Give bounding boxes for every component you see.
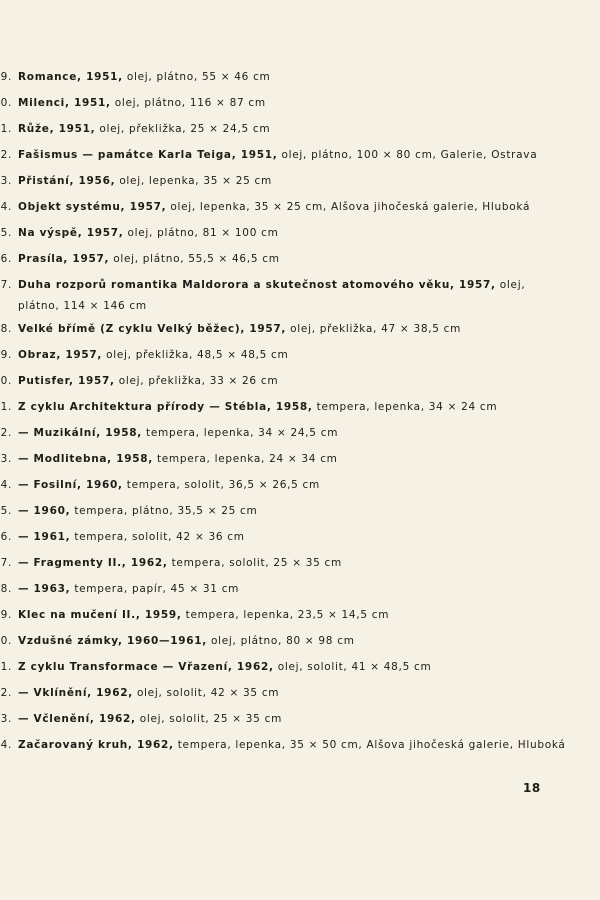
catalogue-entry [0,275,600,317]
entry-details: tempera, lepenka, 24 × 34 cm [156,453,338,465]
catalogue-entry [0,608,600,623]
entry-number: 2. [0,149,12,161]
catalogue-entry [0,556,600,571]
entry-title: Vzdušné zámky, 1960—1961, [18,635,207,647]
entry-number: 1. [0,401,12,413]
entry-title: Velké břímě (Z cyklu Velký běžec), 1957, [18,323,287,335]
catalogue-entry [0,400,600,415]
entry-number: 9. [0,71,12,83]
entry-details: olej, překližka, 48,5 × 48,5 cm [106,349,289,361]
catalogue-entry [0,226,600,241]
entry-number: 0. [0,375,12,387]
entry-title: Milenci, 1951, [18,97,111,109]
catalogue-entry [0,174,600,189]
catalogue-entry [0,70,600,85]
entry-details: olej, sololit, 41 × 48,5 cm [277,661,432,673]
entry-title: — 1961, [18,531,71,543]
entry-number: 4. [0,479,12,491]
entry-title: — Muzikální, 1958, [18,427,142,439]
catalogue-entry [0,504,600,519]
entry-details: tempera, plátno, 35,5 × 25 cm [74,505,258,517]
entry-number: 2. [0,427,12,439]
entry-title: — 1963, [18,583,71,595]
entry-details: tempera, lepenka, 35 × 50 cm, Alšova jihočeská galerie, Hluboká [177,739,566,751]
entry-number: 7. [0,279,12,291]
entry-details: olej, plátno, 80 × 98 cm [211,635,355,647]
entry-title: Objekt systému, 1957, [18,201,167,213]
catalogue-entry [0,426,600,441]
catalogue-entry [0,252,600,267]
entry-number: 5. [0,227,12,239]
entry-number: 5. [0,505,12,517]
entry-number: 9. [0,349,12,361]
entry-title: — 1960, [18,505,71,517]
catalogue-entry [0,530,600,545]
entry-number: 1. [0,661,12,673]
entry-title: Romance, 1951, [18,71,123,83]
entry-details: olej, překližka, 33 × 26 cm [118,375,279,387]
entry-number: 7. [0,557,12,569]
entry-number: 6. [0,531,12,543]
catalogue-entry [0,582,600,597]
entry-details: olej, překližka, 25 × 24,5 cm [99,123,271,135]
entry-number: 2. [0,687,12,699]
entry-number: 8. [0,583,12,595]
catalogue-entry [0,478,600,493]
entry-details: tempera, lepenka, 34 × 24 cm [316,401,498,413]
entry-title: Začarovaný kruh, 1962, [18,739,174,751]
entry-details: olej, plátno, 116 × 87 cm [114,97,266,109]
entry-title: Fašismus — památce Karla Teiga, 1951, [18,149,278,161]
entry-number: 4. [0,201,12,213]
entry-number: 8. [0,323,12,335]
entry-details: olej, sololit, 42 × 35 cm [136,687,280,699]
entry-details: tempera, sololit, 42 × 36 cm [74,531,245,543]
entry-number: 3. [0,713,12,725]
entry-title: — Včlenění, 1962, [18,713,136,725]
entry-title: Růže, 1951, [18,123,96,135]
entry-number: 1. [0,123,12,135]
entry-details: olej, lepenka, 35 × 25 cm [119,175,272,187]
entry-title: Duha rozporů romantika Maldorora a skutečnost atomového věku, 1957, [18,279,496,291]
entry-title: Na výspě, 1957, [18,227,124,239]
entry-title: Z cyklu Architektura přírody — Stébla, 1958, [18,401,313,413]
catalogue-entry [0,686,600,701]
page-number: 18 [523,781,541,795]
entry-number: 3. [0,453,12,465]
catalogue-entry [0,122,600,137]
entry-details: olej, překližka, 47 × 38,5 cm [290,323,462,335]
entry-details: tempera, sololit, 36,5 × 26,5 cm [126,479,320,491]
entry-title: Prasíla, 1957, [18,253,110,265]
catalogue-entry [0,452,600,467]
entry-details: tempera, sololit, 25 × 35 cm [171,557,342,569]
entry-details: olej, plátno, 81 × 100 cm [127,227,279,239]
entry-number: 0. [0,97,12,109]
entry-details: olej, plátno, 114 × 146 cm [18,279,526,312]
entry-title: Přistání, 1956, [18,175,116,187]
catalogue-entry [0,660,600,675]
entry-number: 0. [0,635,12,647]
catalogue-entry [0,348,600,363]
entry-details: tempera, lepenka, 34 × 24,5 cm [146,427,339,439]
entry-details: tempera, lepenka, 23,5 × 14,5 cm [185,609,390,621]
entry-details: olej, plátno, 55 × 46 cm [126,71,271,83]
entry-number: 9. [0,609,12,621]
catalogue-entry [0,200,600,215]
entry-details: olej, plátno, 55,5 × 46,5 cm [113,253,280,265]
entry-title: Obraz, 1957, [18,349,103,361]
entry-details: tempera, papír, 45 × 31 cm [74,583,240,595]
catalogue-entry [0,148,600,163]
entry-number: 6. [0,253,12,265]
entry-number: 3. [0,175,12,187]
entry-title: — Fragmenty II., 1962, [18,557,168,569]
catalogue-entry [0,374,600,389]
entry-details: olej, sololit, 25 × 35 cm [139,713,282,725]
catalogue-entry [0,634,600,649]
entry-title: Klec na mučení II., 1959, [18,609,182,621]
entry-title: — Vklínění, 1962, [18,687,133,699]
catalogue-list [0,70,600,764]
catalogue-entry [0,738,600,753]
catalogue-entry [0,712,600,727]
entry-title: — Modlitebna, 1958, [18,453,153,465]
catalogue-entry [0,96,600,111]
entry-details: olej, lepenka, 35 × 25 cm, Alšova jihočeská galerie, Hluboká [170,201,531,213]
entry-number: 4. [0,739,12,751]
entry-title: Z cyklu Transformace — Vřazení, 1962, [18,661,274,673]
entry-details: olej, plátno, 100 × 80 cm, Galerie, Ostrava [281,149,538,161]
entry-title: Putisfer, 1957, [18,375,115,387]
catalogue-entry [0,322,600,337]
entry-title: — Fosilní, 1960, [18,479,123,491]
